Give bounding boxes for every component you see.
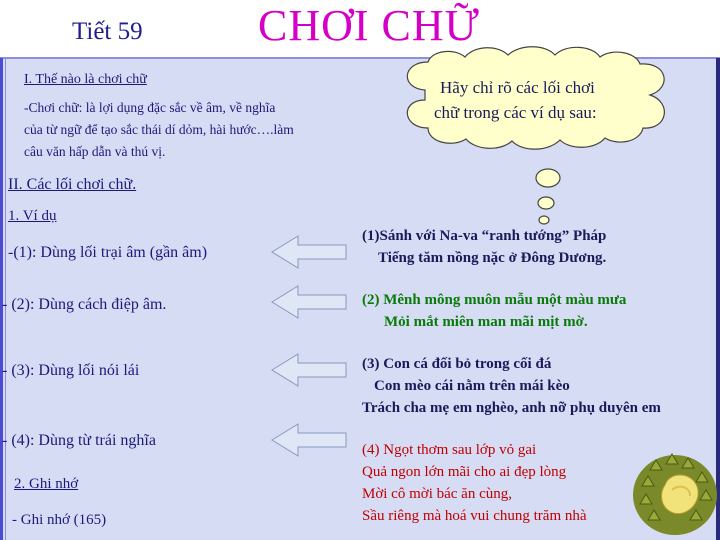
- arrow-left-1: [272, 236, 346, 268]
- note-reference: - Ghi nhớ (165): [12, 512, 107, 528]
- example4-line3: Mời cô mời bác ăn cùng,: [362, 486, 512, 502]
- arrow-left-2: [272, 286, 346, 318]
- example3-line3: Trách cha mẹ em nghèo, anh nỡ phụ duyên em: [362, 400, 661, 416]
- definition-line3: câu văn hấp dẫn và thú vị.: [24, 144, 166, 159]
- example1-line1: (1)Sánh với Na-va “ranh tướng” Pháp: [362, 228, 607, 244]
- example4-line4: Sầu riêng mà hoá vui chung trăm nhà: [362, 508, 587, 524]
- example-subheading: 1. Ví dụ: [8, 208, 57, 224]
- example1-line2: Tiếng tăm nồng nặc ở Đông Dương.: [378, 250, 607, 266]
- example2-line1: (2) Mênh mông muôn mẫu một màu mưa: [362, 292, 627, 308]
- cloud-line1: Hãy chỉ rõ các lối chơi: [440, 78, 595, 97]
- list-item-1: -(1): Dùng lối trại âm (gần âm): [8, 244, 208, 261]
- arrow-left-3: [272, 354, 346, 386]
- page-title: CHƠI CHỮ: [258, 1, 480, 50]
- note-subheading: 2. Ghi nhớ: [14, 476, 79, 492]
- section2-heading: II. Các lối chơi chữ.: [8, 176, 137, 193]
- cloud-line2: chữ trong các ví dụ sau:: [434, 103, 597, 122]
- example4-line1: (4) Ngọt thơm sau lớp vỏ gai: [362, 442, 537, 458]
- example3-line2: Con mèo cái nằm trên mái kèo: [374, 378, 570, 394]
- list-item-2: - (2): Dùng cách điệp âm.: [2, 296, 167, 313]
- example2-line2: Mỏi mắt miên man mãi mịt mờ.: [384, 314, 588, 330]
- arrow-left-4: [272, 424, 346, 456]
- example3-line1: (3) Con cá đối bỏ trong cối đá: [362, 356, 552, 372]
- list-item-4: - (4): Dùng từ trái nghĩa: [2, 432, 156, 449]
- example4-line2: Quả ngon lớn mãi cho ai đẹp lòng: [362, 464, 567, 480]
- durian-image: [620, 440, 720, 540]
- lesson-label: Tiết 59: [72, 18, 143, 45]
- definition-line2: của từ ngữ để tạo sắc thái dí dỏm, hài hước….làm: [24, 122, 294, 137]
- section1-heading: I. Thế nào là chơi chữ: [24, 72, 147, 87]
- definition-line1: -Chơi chữ: là lợi dụng đặc sắc về âm, về nghĩa: [24, 100, 276, 115]
- list-item-3: - (3): Dùng lối nói lái: [2, 362, 140, 379]
